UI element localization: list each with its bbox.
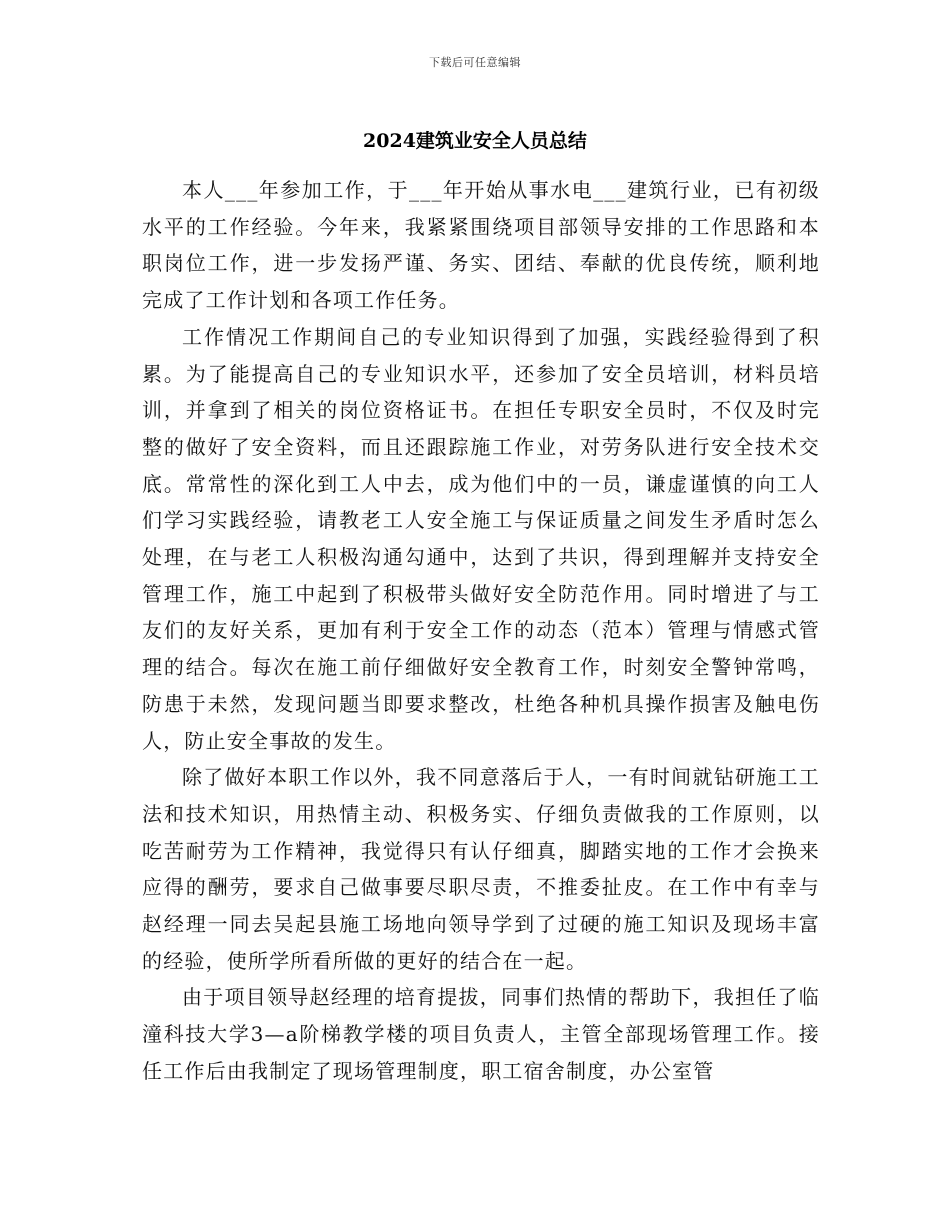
paragraph-1: 本人___年参加工作，于___年开始从事水电___建筑行业，已有初级水平的工作经验。今年来，我紧紧围绕项目部领导安排的工作思路和本职岗位工作，进一步发扬严谨、务实、团结、奉献的优良传统，顺利地完成了工作计划和各项工作任务。 <box>142 178 820 313</box>
paragraph-2: 工作情况工作期间自己的专业知识得到了加强，实践经验得到了积累。为了能提高自己的专业知识水平，还参加了安全员培训，材料员培训，并拿到了相关的岗位资格证书。在担任专职安全员时，不仅及时完整的做好了安全资料，而且还跟踪施工作业，对劳务队进行安全技术交底。常常性的深化到工人中去，成为他们中的一员，谦虚谨慎的向工人们学习实践经验，请教老工人安全施工与保证质量之间发生矛盾时怎么处理，在与老工人积极沟通勾通中，达到了共识，得到理解并支持安全管理工作，施工中起到了积极带头做好安全防范作用。同时增进了与工友们的友好关系，更加有利于安全工作的动态（范本）管理与情感式管理的结合。每次在施工前仔细做好安全教育工作，时刻安全警钟常鸣，防患于未然，发现问题当即要求整改，杜绝各种机具操作损害及触电伤人，防止安全事故的发生。 <box>142 324 820 753</box>
header-note: 下载后可任意编辑 <box>429 56 521 69</box>
document-title: 2024建筑业安全人员总结 <box>363 130 587 152</box>
paragraph-4: 由于项目领导赵经理的培育提拔，同事们热情的帮助下，我担任了临潼科技大学3—a阶梯教学楼的项目负责人，主管全部现场管理工作。接任工作后由我制定了现场管理制度，职工宿舍制度，办公室管 <box>142 985 820 1083</box>
document-body <box>142 172 820 1090</box>
paragraph-3: 除了做好本职工作以外，我不同意落后于人，一有时间就钻研施工工法和技术知识，用热情主动、积极务实、仔细负责做我的工作原则，以吃苦耐劳为工作精神，我觉得只有认仔细真，脚踏实地的工作才会换来应得的酬劳，要求自己做事要尽职尽责，不推委扯皮。在工作中有幸与赵经理一同去吴起县施工场地向领导学到了过硬的施工知识及现场丰富的经验，使所学所看所做的更好的结合在一起。 <box>142 765 820 973</box>
